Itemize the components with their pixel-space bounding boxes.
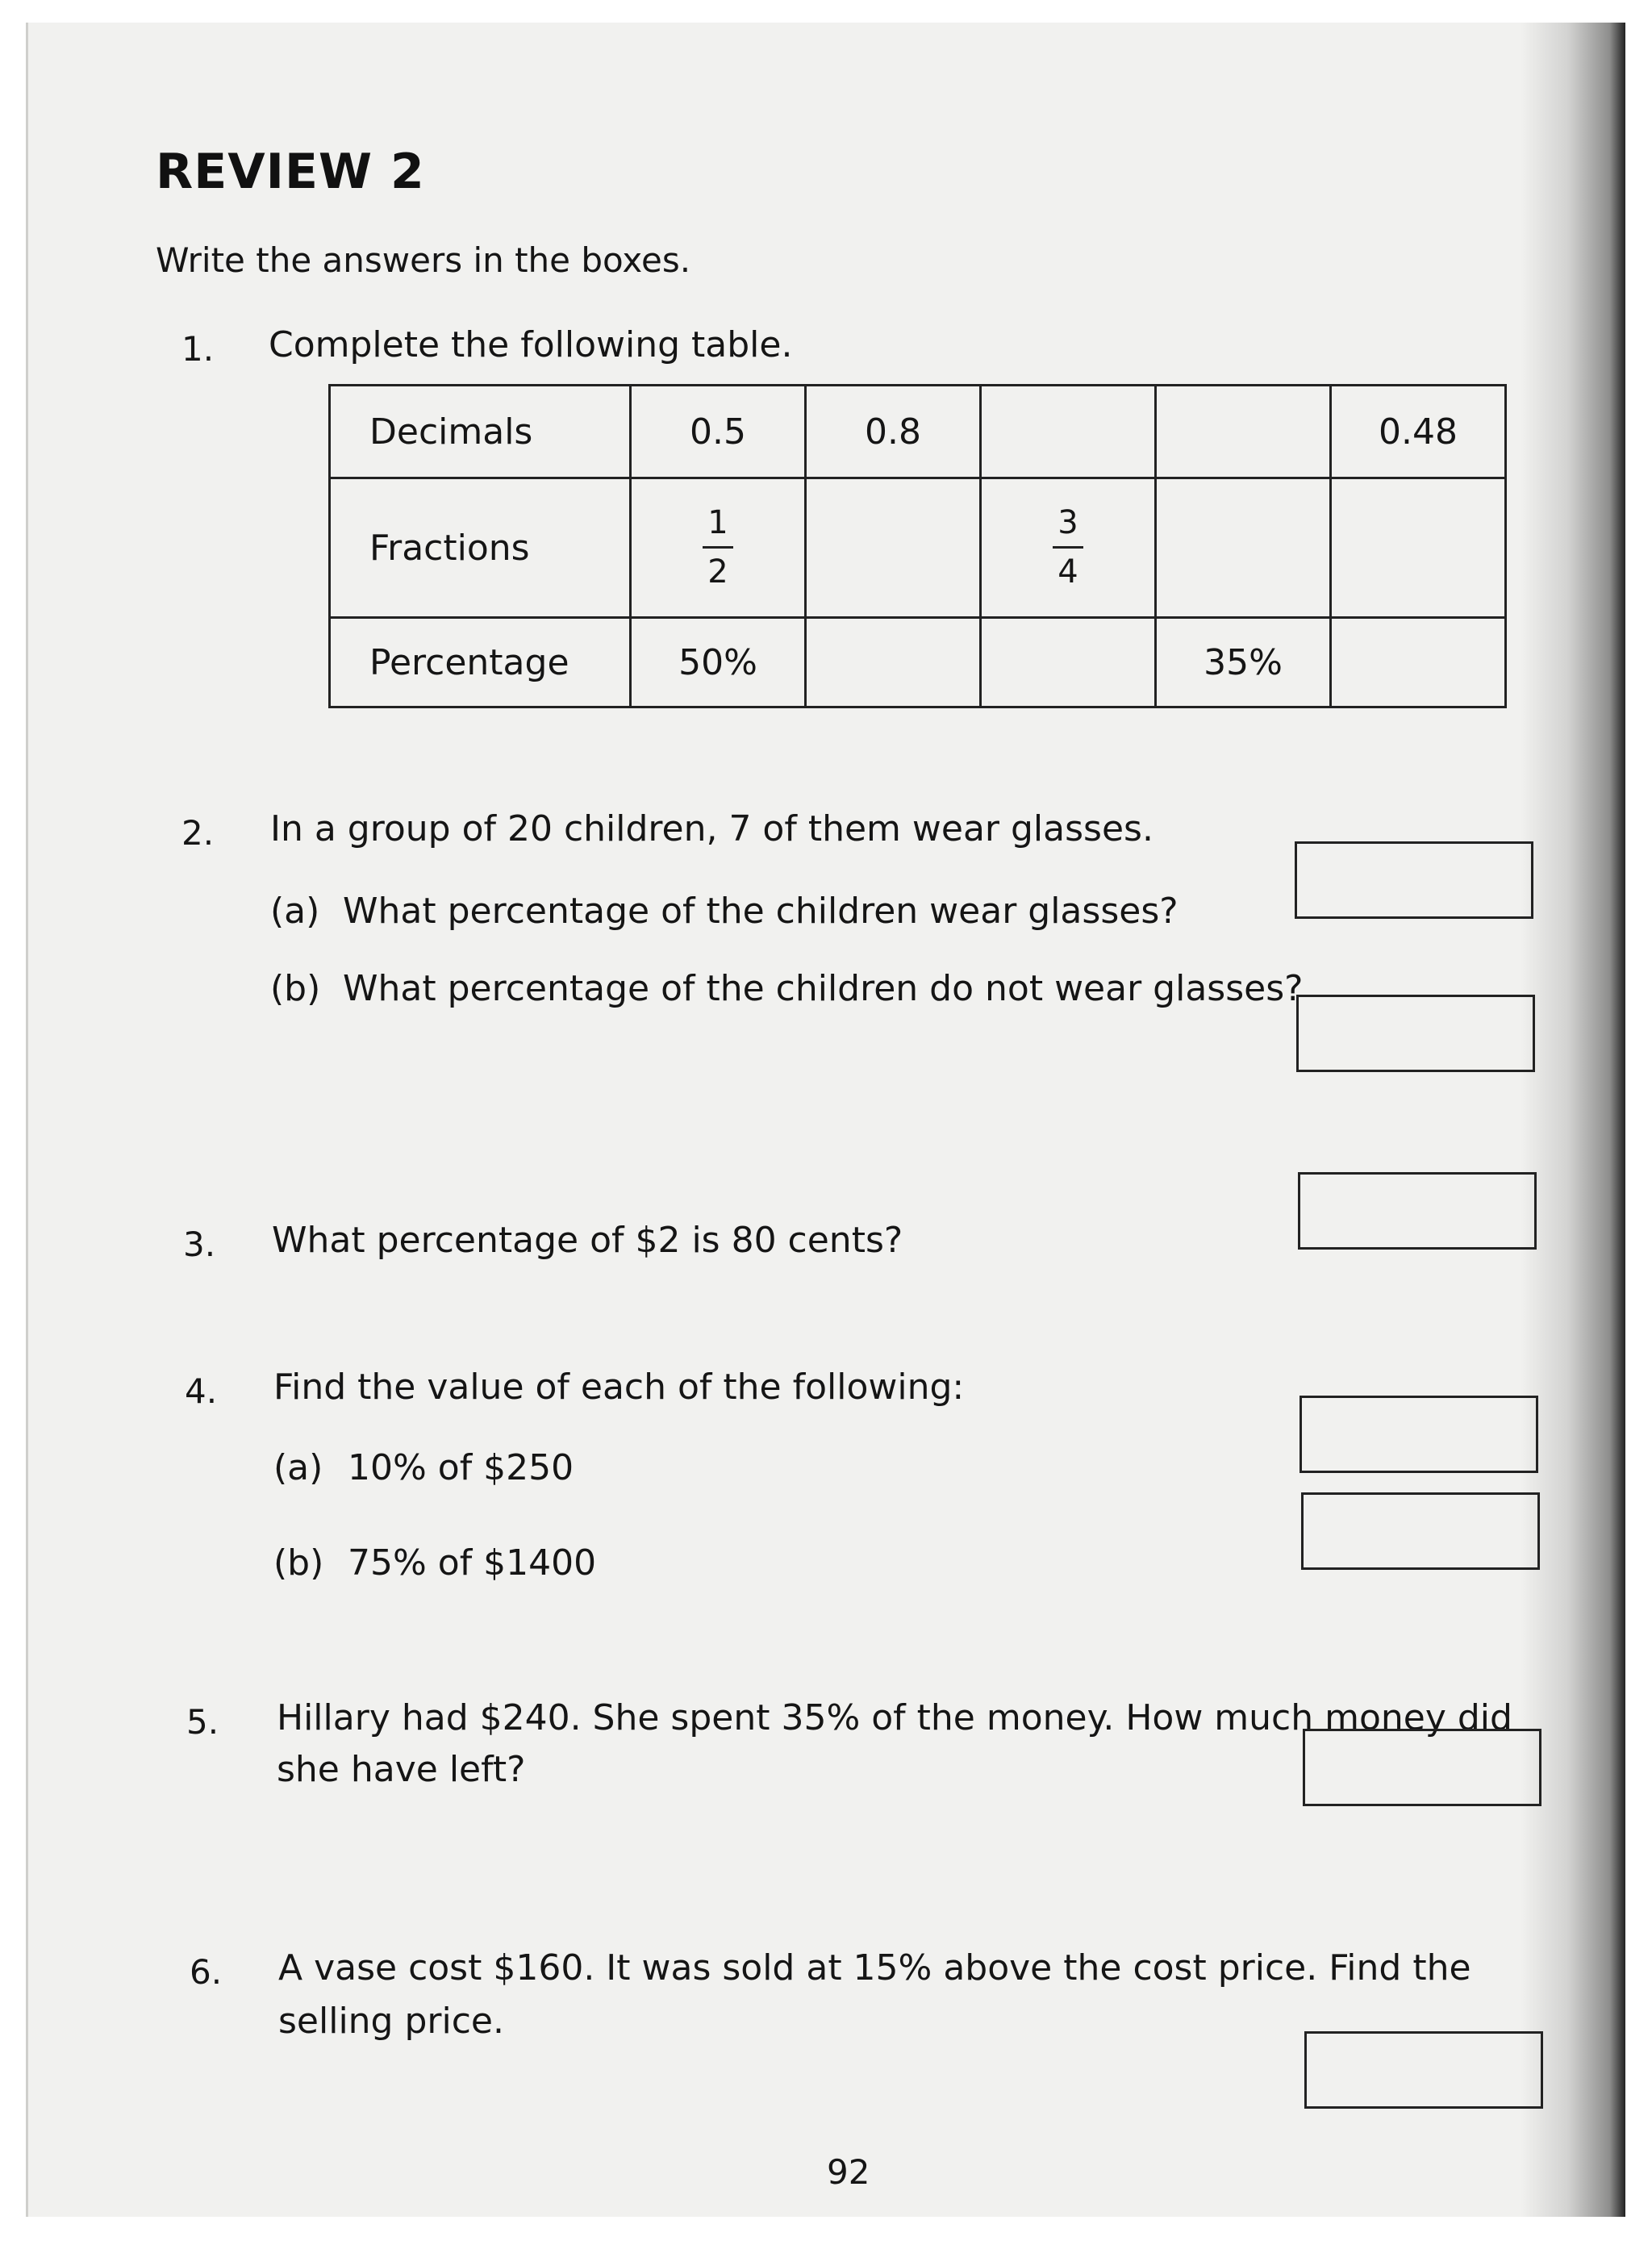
fraction-cell-4-blank[interactable] [1156,478,1331,618]
question-6-line-2: selling price. [278,2001,504,2042]
fraction-numerator: 3 [1053,504,1083,549]
table-row-percentage [330,618,1506,707]
instruction-text: Write the answers in the boxes. [156,240,691,280]
question-2a-text: What percentage of the children wear glasses? [343,891,1179,932]
answer-box-2b[interactable] [1296,995,1535,1072]
decimal-cell-5: 0.48 [1331,386,1506,478]
answer-box-4b[interactable] [1301,1492,1540,1570]
workbook-page [26,23,1625,2217]
fraction-one-half [703,504,732,591]
page-number: 92 [827,2152,870,2192]
fraction-denominator: 2 [707,553,728,591]
fraction-cell-3 [981,478,1156,618]
fraction-three-quarters [1053,504,1083,591]
decimal-cell-3-blank[interactable] [981,386,1156,478]
question-4a-text: 10% of $250 [348,1447,574,1488]
answer-box-3[interactable] [1298,1172,1537,1250]
answer-box-6[interactable] [1304,2031,1543,2109]
question-1-text: Complete the following table. [269,324,793,365]
percentage-cell-3-blank[interactable] [981,618,1156,707]
question-4a-label: (a) [273,1447,323,1488]
fraction-denominator: 4 [1058,553,1078,591]
row-header-percentage: Percentage [330,618,631,707]
question-5-line-2: she have left? [277,1749,526,1790]
question-4-number: 4. [185,1371,218,1411]
question-4-text: Find the value of each of the following: [273,1367,965,1408]
fraction-numerator: 1 [703,504,732,549]
percentage-cell-4: 35% [1156,618,1331,707]
question-2a-label: (a) [270,891,320,932]
percentage-cell-5-blank[interactable] [1331,618,1506,707]
fraction-cell-5-blank[interactable] [1331,478,1506,618]
question-2-text: In a group of 20 children, 7 of them wear glasses. [270,808,1153,849]
answer-box-5[interactable] [1303,1729,1541,1806]
page-gutter-shadow [1521,23,1625,2217]
table-row-fractions [330,478,1506,618]
answer-box-4a[interactable] [1299,1396,1538,1473]
question-2-number: 2. [181,813,215,853]
question-5-line-1: Hillary had $240. She spent 35% of the money. How much money did [277,1697,1512,1738]
fraction-cell-1 [631,478,806,618]
question-2b-text: What percentage of the children do not wear glasses? [343,968,1304,1009]
answer-box-2a[interactable] [1295,841,1533,919]
question-4b-label: (b) [273,1542,324,1584]
conversion-table [328,384,1507,708]
question-1-number: 1. [181,329,215,369]
fraction-cell-2-blank[interactable] [806,478,981,618]
question-6-number: 6. [190,1952,223,1992]
row-header-fractions: Fractions [330,478,631,618]
question-4b-text: 75% of $1400 [348,1542,597,1584]
decimal-cell-4-blank[interactable] [1156,386,1331,478]
question-3-text: What percentage of $2 is 80 cents? [272,1220,903,1261]
page-title: REVIEW 2 [156,144,425,200]
question-5-number: 5. [186,1702,219,1742]
percentage-cell-2-blank[interactable] [806,618,981,707]
decimal-cell-2: 0.8 [806,386,981,478]
question-6-line-1: A vase cost $160. It was sold at 15% above the cost price. Find the [278,1947,1471,1989]
row-header-decimals: Decimals [330,386,631,478]
percentage-cell-1: 50% [631,618,806,707]
decimal-cell-1: 0.5 [631,386,806,478]
question-3-number: 3. [183,1225,216,1264]
table-row-decimals [330,386,1506,478]
question-2b-label: (b) [270,968,321,1009]
